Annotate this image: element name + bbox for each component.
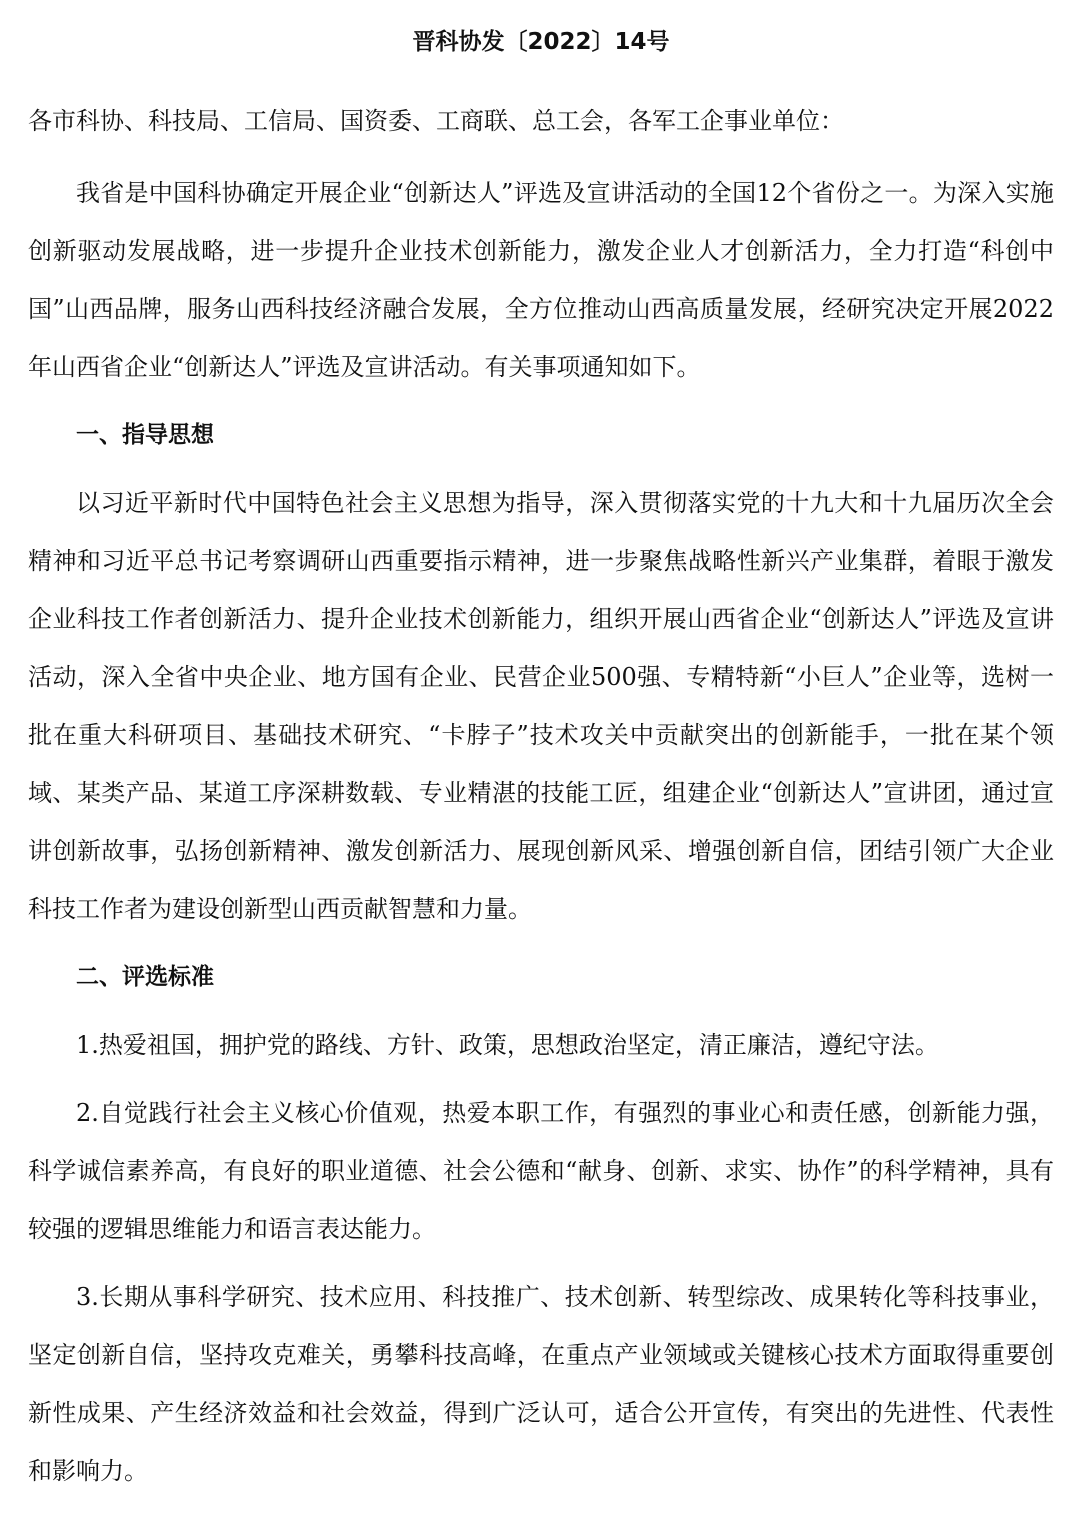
guiding-ideology-paragraph: 以习近平新时代中国特色社会主义思想为指导，深入贯彻落实党的十九大和十九届历次全会精神和习近平总书记考察调研山西重要指示精神，进一步聚焦战略性新兴产业集群，着眼于激发企业科技工作者创新活力、提升企业技术创新能力，组织开展山西省企业“创新达人”评选及宣讲活动，深入全省中央企业、地方国有企业、民营企业500强、专精特新“小巨人”企业等，选树一批在重大科研项目、基础技术研究、“卡脖子”技术攻关中贡献突出的创新能手，一批在某个领域、某类产品、某道工序深耕数载、专业精湛的技能工匠，组建企业“创新达人”宣讲团，通过宣讲创新故事，弘扬创新精神、激发创新活力、展现创新风采、增强创新自信，团结引领广大企业科技工作者为建设创新型山西贡献智慧和力量。	[28, 489, 1054, 923]
section-heading-selection-criteria: 二、评选标准	[76, 964, 214, 990]
criterion-item-2: 2.自觉践行社会主义核心价值观，热爱本职工作，有强烈的事业心和责任感，创新能力强，科学诚信素养高，有良好的职业道德、社会公德和“献身、创新、求实、协作”的科学精神，具有较强的逻辑思维能力和语言表达能力。	[28, 1099, 1054, 1243]
criterion-item-1: 1.热爱祖国，拥护党的路线、方针、政策，思想政治坚定，清正廉洁，遵纪守法。	[76, 1031, 939, 1059]
criterion-item-3: 3.长期从事科学研究、技术应用、科技推广、技术创新、转型综改、成果转化等科技事业，坚定创新自信，坚持攻克难关，勇攀科技高峰，在重点产业领域或关键核心技术方面取得重要创新性成果、产生经济效益和社会效益，得到广泛认可，适合公开宣传，有突出的先进性、代表性和影响力。	[28, 1283, 1054, 1485]
addressee-line: 各市科协、科技局、工信局、国资委、工商联、总工会，各军工企事业单位：	[28, 107, 844, 135]
document-number: 晋科协发〔2022〕14号	[412, 29, 670, 55]
document-page	[28, 22, 1054, 1510]
intro-paragraph: 我省是中国科协确定开展企业“创新达人”评选及宣讲活动的全国12个省份之一。为深入实施创新驱动发展战略，进一步提升企业技术创新能力，激发企业人才创新活力，全力打造“科创中国”山西品牌，服务山西科技经济融合发展，全方位推动山西高质量发展，经研究决定开展2022年山西省企业“创新达人”评选及宣讲活动。有关事项通知如下。	[28, 179, 1054, 381]
section-heading-guiding-ideology: 一、指导思想	[76, 422, 214, 448]
